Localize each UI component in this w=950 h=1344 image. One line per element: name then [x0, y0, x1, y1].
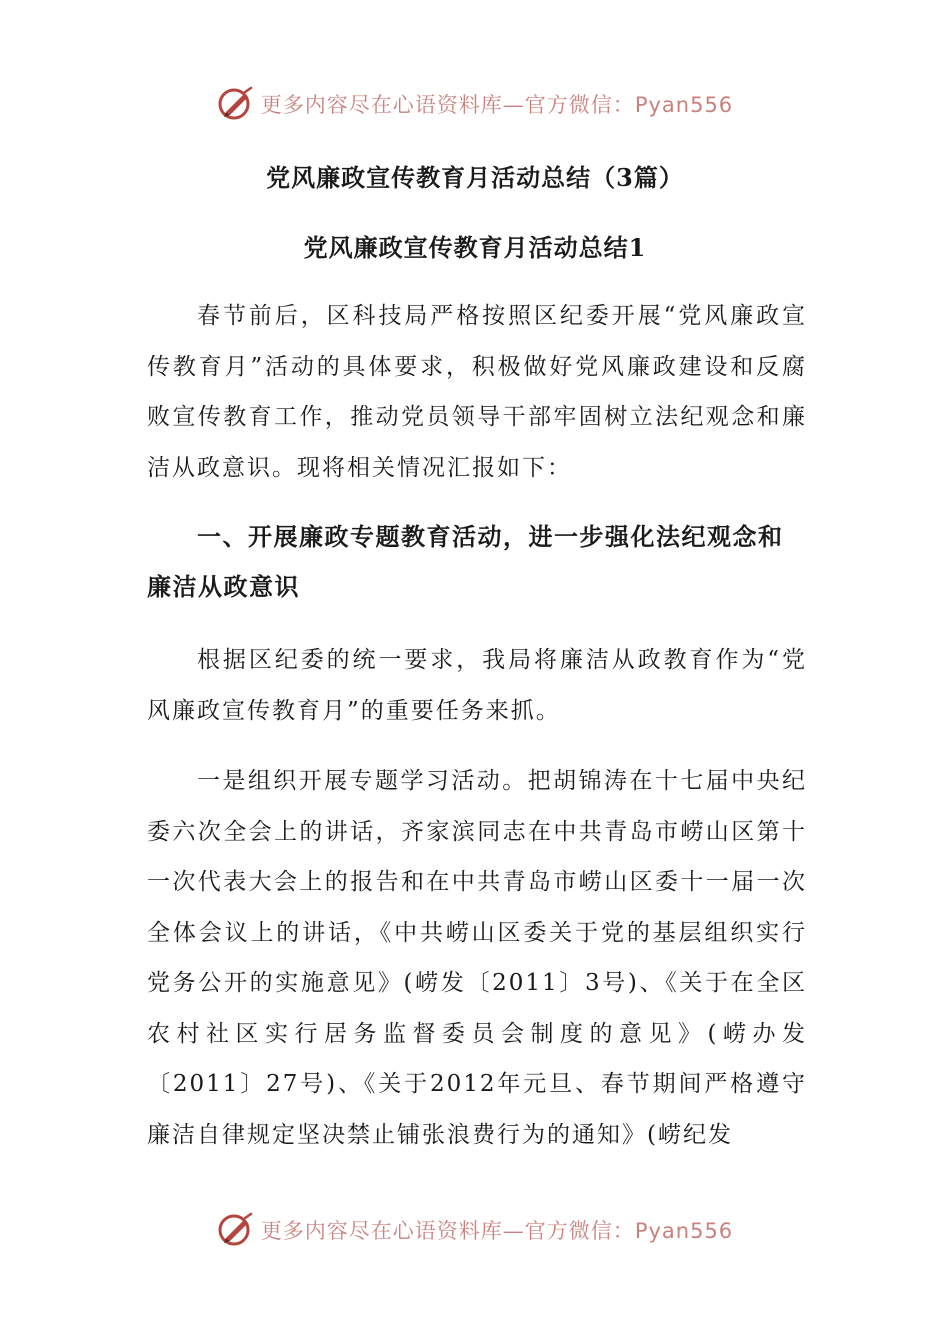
document-title: 党风廉政宣传教育月活动总结（3篇）: [266, 163, 684, 192]
pen-circle-icon: [217, 84, 257, 124]
wechat-id: Pyan556: [634, 93, 734, 117]
header-watermark-text: [261, 89, 733, 119]
paragraph-study-activity: 一是组织开展专题学习活动。把胡锦涛在十七届中央纪委六次全会上的讲话，齐家滨同志在中共青岛市崂山区第十一次代表大会上的报告和在中共青岛市崂山区委十一届一次全体会议上的讲话，《中共崂山区委关于党的基层组织实行党务公开的实施意见》(崂发〔2011〕3号)、《关于在全区农村社区实行居务监督委员会制度的意见》(崂办发〔2011〕27号)、《关于2012年元旦、春节期间严格遵守廉洁自律规定坚决禁止铺张浪费行为的通知》(崂纪发: [147, 768, 807, 1148]
paragraph-intro: 春节前后，区科技局严格按照区纪委开展“党风廉政宣传教育月”活动的具体要求，积极做好党风廉政建设和反腐败宣传教育工作，推动党员领导干部牢固树立法纪观念和廉洁从政意识。现将相关情况汇报如下：: [147, 303, 807, 481]
pen-circle-icon: [217, 1210, 257, 1250]
paragraph-section-intro: 根据区纪委的统一要求，我局将廉洁从政教育作为“党风廉政宣传教育月”的重要任务来抓。: [147, 647, 807, 724]
watermark-label: 更多内容尽在心语资料库—官方微信：: [260, 93, 635, 117]
watermark-label: 更多内容尽在心语资料库—官方微信：: [260, 1219, 635, 1243]
footer-watermark: [0, 1208, 950, 1252]
wechat-id: Pyan556: [634, 1219, 734, 1243]
document-subtitle: 党风廉政宣传教育月活动总结1: [303, 233, 647, 262]
footer-watermark-text: [261, 1215, 733, 1245]
header-watermark: [0, 82, 950, 126]
section-heading: 一、开展廉政专题教育活动，进一步强化法纪观念和廉洁从政意识: [147, 522, 784, 601]
